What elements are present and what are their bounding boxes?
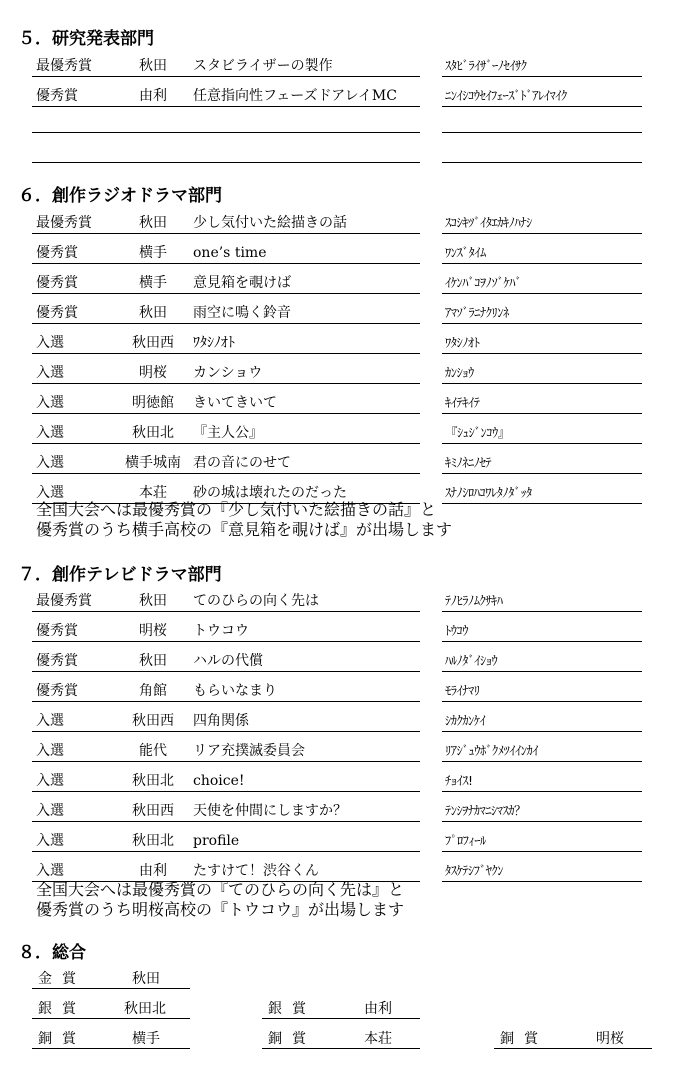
bronze-award	[262, 1028, 420, 1052]
underline	[32, 1018, 190, 1019]
award-label: 入選	[36, 713, 64, 729]
section-7-note-line-1: 全国大会へは最優秀賞の『てのひらの向く先は』と	[36, 880, 405, 899]
award-label: 銅賞	[38, 1031, 86, 1047]
award-label: 金賞	[38, 971, 86, 987]
school-name: 能代	[139, 743, 167, 759]
underline	[442, 701, 642, 702]
work-title: リア充撲滅委員会	[193, 743, 305, 759]
work-title: てのひらの向く先は	[193, 593, 319, 609]
school-name: 秋田北	[132, 833, 174, 849]
table-row	[0, 741, 690, 765]
award-label: 入選	[36, 833, 64, 849]
blank-row	[0, 142, 690, 166]
underline	[32, 353, 420, 354]
section-5-heading: ５．研究発表部門	[18, 29, 154, 49]
award-label: 最優秀賞	[36, 593, 92, 609]
table-row	[0, 363, 690, 387]
table-row	[0, 591, 690, 615]
work-title-kana: ﾌﾟﾛﾌｨｰﾙ	[445, 833, 486, 848]
work-title-kana: ﾀｽｹﾃｼﾌﾞﾔｸﾝ	[445, 863, 504, 878]
underline	[442, 233, 642, 234]
school-name: 秋田北	[124, 1001, 166, 1017]
award-label: 優秀賞	[36, 275, 78, 291]
school-name: 秋田	[139, 305, 167, 321]
underline	[442, 503, 642, 504]
school-name: 秋田	[132, 971, 160, 987]
section-6-heading: ６．創作ラジオドラマ部門	[18, 186, 222, 206]
section-7-heading: ７．創作テレビドラマ部門	[18, 565, 222, 585]
table-row	[0, 86, 690, 110]
school-name: 秋田	[139, 58, 167, 74]
underline	[32, 413, 420, 414]
underline	[442, 293, 642, 294]
blank-row	[0, 112, 690, 136]
school-name: 横手	[139, 245, 167, 261]
work-title-kana: ﾜﾀｼﾉｵﾄ	[445, 335, 480, 350]
underline	[442, 881, 642, 882]
work-title-kana: ｶﾝｼｮｳ	[445, 365, 474, 380]
underline	[442, 323, 642, 324]
underline	[442, 731, 642, 732]
underline	[32, 1048, 190, 1049]
work-title: 天使を仲間にしますか？	[193, 803, 347, 819]
bronze-award	[494, 1028, 652, 1052]
work-title-kana: ｽﾀﾋﾞﾗｲｻﾞｰﾉｾｲｻｸ	[445, 58, 527, 73]
underline	[32, 791, 420, 792]
school-name: 本荘	[139, 485, 167, 501]
underline	[442, 443, 642, 444]
table-row	[0, 801, 690, 825]
underline	[442, 383, 642, 384]
underline	[32, 761, 420, 762]
underline	[442, 76, 642, 77]
underline	[32, 132, 420, 133]
underline	[32, 106, 420, 107]
work-title: 雨空に鳴く鈴音	[193, 305, 291, 321]
award-label: 銅賞	[268, 1031, 316, 1047]
award-label: 優秀賞	[36, 305, 78, 321]
school-name: 秋田西	[132, 335, 174, 351]
underline	[442, 641, 642, 642]
work-title-kana: ｽﾅﾉｼﾛﾊｺﾜﾚﾀﾉﾀﾞｯﾀ	[445, 485, 532, 500]
underline	[32, 641, 420, 642]
work-title-kana: ﾁｮｲｽ!	[445, 773, 473, 788]
school-name: 横手	[139, 275, 167, 291]
table-row	[0, 621, 690, 645]
underline	[494, 1048, 652, 1049]
work-title-kana: ｷﾐﾉﾈﾆﾉｾﾃ	[445, 455, 492, 470]
underline	[442, 851, 642, 852]
work-title-kana: ｲｹﾝﾊﾞｺｦﾉｿﾞｹﾊﾞ	[445, 275, 522, 290]
award-label: 入選	[36, 773, 64, 789]
school-name: 明徳館	[132, 395, 174, 411]
underline	[442, 106, 642, 107]
underline	[442, 791, 642, 792]
work-title: 四角関係	[193, 713, 249, 729]
school-name: 明桜	[139, 365, 167, 381]
work-title-kana: ｽｺｼｷﾂﾞｲﾀｴｶｷﾉﾊﾅｼ	[445, 215, 532, 230]
underline	[32, 323, 420, 324]
work-title-kana: ｷｲﾃｷｲﾃ	[445, 395, 480, 410]
award-label: 銀賞	[268, 1001, 316, 1017]
underline	[442, 671, 642, 672]
table-row	[0, 831, 690, 855]
underline	[32, 383, 420, 384]
work-title: profile	[193, 833, 240, 849]
work-title: 君の音にのせて	[193, 455, 291, 471]
award-label: 優秀賞	[36, 623, 78, 639]
work-title-kana: ﾊﾙﾉﾀﾞｲｼｮｳ	[445, 653, 498, 668]
underline	[442, 162, 642, 163]
work-title-kana: ﾓﾗｲﾅﾏﾘ	[445, 683, 480, 698]
award-label: 入選	[36, 803, 64, 819]
underline	[32, 162, 420, 163]
underline	[32, 671, 420, 672]
table-row	[0, 651, 690, 675]
work-title-kana: ﾆﾝｲｼｺｳｾｲﾌｪｰｽﾞﾄﾞｱﾚｲﾏｲｸ	[445, 88, 567, 103]
work-title: ﾜﾀｼﾉｵﾄ	[193, 335, 235, 351]
award-label: 入選	[36, 425, 64, 441]
work-title: トウコウ	[193, 623, 249, 639]
work-title: 『主人公』	[193, 425, 263, 441]
table-row	[0, 453, 690, 477]
work-title-kana: ﾄｳｺｳ	[445, 623, 469, 638]
work-title: one’s time	[193, 245, 267, 261]
award-label: 入選	[36, 335, 64, 351]
award-label: 優秀賞	[36, 88, 78, 104]
silver-award	[262, 998, 420, 1022]
school-name: 由利	[139, 863, 167, 879]
work-title-kana: ﾃﾉﾋﾗﾉﾑｸｻｷﾊ	[445, 593, 503, 608]
table-row	[0, 423, 690, 447]
school-name: 横手城南	[125, 455, 181, 471]
school-name: 秋田北	[132, 773, 174, 789]
school-name: 秋田西	[132, 713, 174, 729]
award-label: 優秀賞	[36, 683, 78, 699]
underline	[442, 821, 642, 822]
work-title: 砂の城は壊れたのだった	[193, 485, 347, 501]
work-title-kana: ﾃﾝｼｦﾅｶﾏﾆｼﾏｽｶ？	[445, 803, 527, 818]
award-label: 最優秀賞	[36, 215, 92, 231]
school-name: 横手	[132, 1031, 160, 1047]
underline	[442, 132, 642, 133]
section-6-note-line-1: 全国大会へは最優秀賞の『少し気付いた絵描きの話』と	[36, 500, 437, 519]
section-8-heading: ８．総合	[18, 943, 86, 963]
award-label: 入選	[36, 455, 64, 471]
school-name: 明桜	[139, 623, 167, 639]
table-row	[0, 303, 690, 327]
work-title-kana: ｼｶｸｶﾝｹｲ	[445, 713, 486, 728]
underline	[32, 611, 420, 612]
table-row	[0, 56, 690, 80]
underline	[32, 443, 420, 444]
work-title-kana: ﾜﾝｽﾞﾀｲﾑ	[445, 245, 486, 260]
bronze-award	[32, 1028, 190, 1052]
award-label: 入選	[36, 863, 64, 879]
underline	[262, 1048, 420, 1049]
work-title: 任意指向性フェーズドアレイMC	[193, 88, 397, 104]
underline	[32, 263, 420, 264]
underline	[32, 293, 420, 294]
work-title: スタビライザーの製作	[193, 58, 333, 74]
award-label: 入選	[36, 395, 64, 411]
award-label: 銀賞	[38, 1001, 86, 1017]
table-row	[0, 681, 690, 705]
section-7-note-line-2: 優秀賞のうち明桜高校の『トウコウ』が出場します	[36, 900, 405, 919]
table-row	[0, 273, 690, 297]
underline	[442, 611, 642, 612]
underline	[32, 988, 190, 989]
underline	[442, 353, 642, 354]
award-label: 入選	[36, 743, 64, 759]
award-label: 銅賞	[500, 1031, 548, 1047]
table-row	[0, 243, 690, 267]
underline	[262, 1018, 420, 1019]
table-row	[0, 213, 690, 237]
award-label: 入選	[36, 365, 64, 381]
school-name: 秋田	[139, 215, 167, 231]
underline	[442, 473, 642, 474]
underline	[442, 413, 642, 414]
award-label: 最優秀賞	[36, 58, 92, 74]
underline	[442, 761, 642, 762]
work-title-kana: 『ｼｭｼﾞﾝｺｳ』	[445, 425, 510, 440]
work-title: ハルの代償	[193, 653, 263, 669]
work-title: 意見箱を覗けば	[193, 275, 291, 291]
award-label: 優秀賞	[36, 245, 78, 261]
underline	[32, 821, 420, 822]
underline	[32, 473, 420, 474]
underline	[32, 76, 420, 77]
work-title: カンショウ	[193, 365, 263, 381]
school-name: 秋田	[139, 593, 167, 609]
work-title-kana: ﾘｱｼﾞｭｳﾎﾞｸﾒﾂｲｲﾝｶｲ	[445, 743, 539, 758]
work-title: きいてきいて	[193, 395, 277, 411]
table-row	[0, 711, 690, 735]
table-row	[0, 393, 690, 417]
school-name: 角館	[139, 683, 167, 699]
underline	[32, 701, 420, 702]
underline	[32, 851, 420, 852]
work-title: choice!	[193, 773, 245, 789]
underline	[32, 731, 420, 732]
table-row	[0, 771, 690, 795]
school-name: 本荘	[364, 1031, 392, 1047]
award-label: 入選	[36, 485, 64, 501]
gold-award	[32, 968, 190, 992]
work-title-kana: ｱﾏｿﾞﾗﾆﾅｸﾘﾝﾈ	[445, 305, 509, 320]
school-name: 由利	[364, 1001, 392, 1017]
section-6-note-line-2: 優秀賞のうち横手高校の『意見箱を覗けば』が出場します	[36, 520, 453, 539]
school-name: 由利	[139, 88, 167, 104]
underline	[442, 263, 642, 264]
school-name: 秋田北	[132, 425, 174, 441]
silver-award	[32, 998, 190, 1022]
underline	[32, 233, 420, 234]
work-title: 少し気付いた絵描きの話	[193, 215, 347, 231]
school-name: 秋田西	[132, 803, 174, 819]
award-label: 優秀賞	[36, 653, 78, 669]
table-row	[0, 333, 690, 357]
work-title: もらいなまり	[193, 683, 277, 699]
school-name: 明桜	[596, 1031, 624, 1047]
work-title: たすけて！渋谷くん	[193, 863, 319, 879]
school-name: 秋田	[139, 653, 167, 669]
